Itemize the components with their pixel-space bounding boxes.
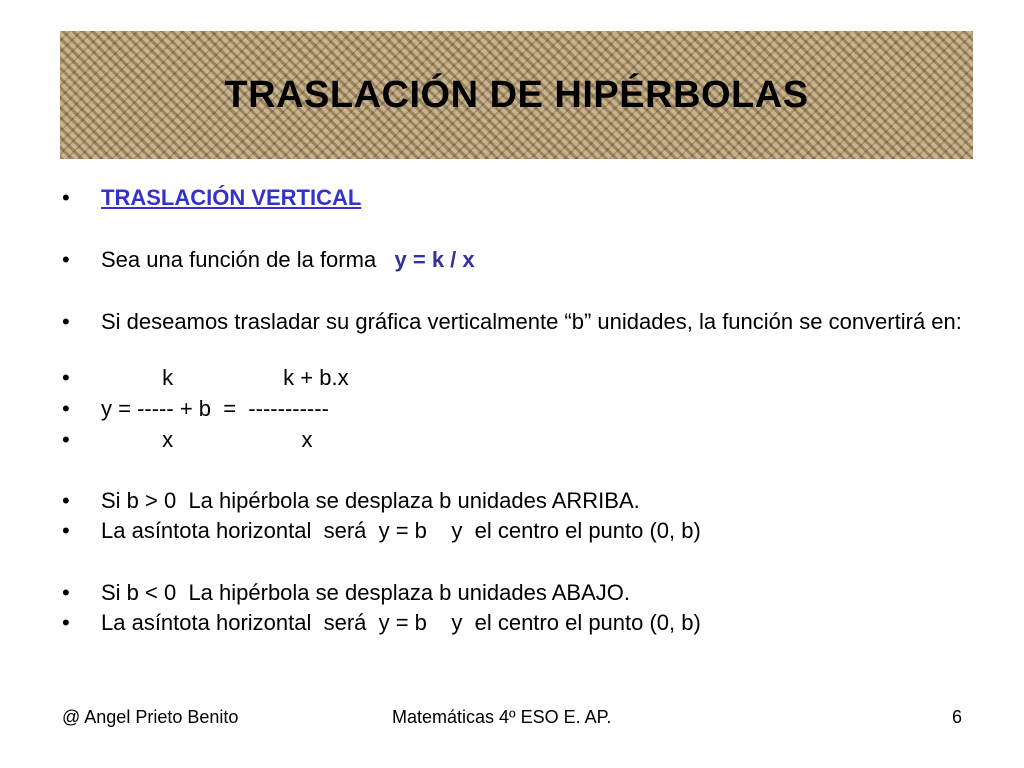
bullet-marker: • [62, 185, 70, 210]
fraction-denominators: x x [101, 427, 313, 452]
bullet-marker: • [62, 488, 70, 513]
list-item-text: Si b < 0 La hipérbola se desplaza b unidades ABAJO. [101, 580, 630, 605]
list-item-text: La asíntota horizontal será y = b y el centro el punto (0, b) [101, 518, 701, 543]
list-item-label: Sea una función de la forma [101, 247, 395, 272]
bullet-marker: • [62, 309, 70, 334]
list-item-text: Si b > 0 La hipérbola se desplaza b unidades ARRIBA. [101, 488, 640, 513]
list-item [0, 610, 1024, 714]
footer-author: @ Angel Prieto Benito [62, 707, 239, 727]
bullet-marker: • [62, 518, 70, 543]
bullet-marker: • [62, 247, 70, 272]
slide-title: TRASLACIÓN DE HIPÉRBOLAS [224, 73, 809, 116]
bullet-marker: • [62, 365, 70, 390]
base-function-formula: y = k / x [394, 247, 475, 272]
bullet-marker: • [62, 610, 70, 635]
bullet-marker: • [62, 427, 70, 452]
bullet-marker: • [62, 396, 70, 421]
page-number: 6 [952, 707, 963, 727]
section-heading-link[interactable]: TRASLACIÓN VERTICAL [101, 185, 362, 210]
list-item-text: Si deseamos trasladar su gráfica verticalmente “b” unidades, la función se convertirá en: [101, 309, 962, 334]
fraction-numerators: k k + b.x [101, 365, 349, 390]
list-item-text [101, 247, 475, 273]
footer-course: Matemáticas 4º ESO E. AP. [392, 707, 612, 727]
bullet-marker: • [62, 580, 70, 605]
list-item-text: La asíntota horizontal será y = b y el centro el punto (0, b) [101, 610, 701, 635]
translated-function-formula: y = ----- + b = ----------- [101, 396, 329, 421]
